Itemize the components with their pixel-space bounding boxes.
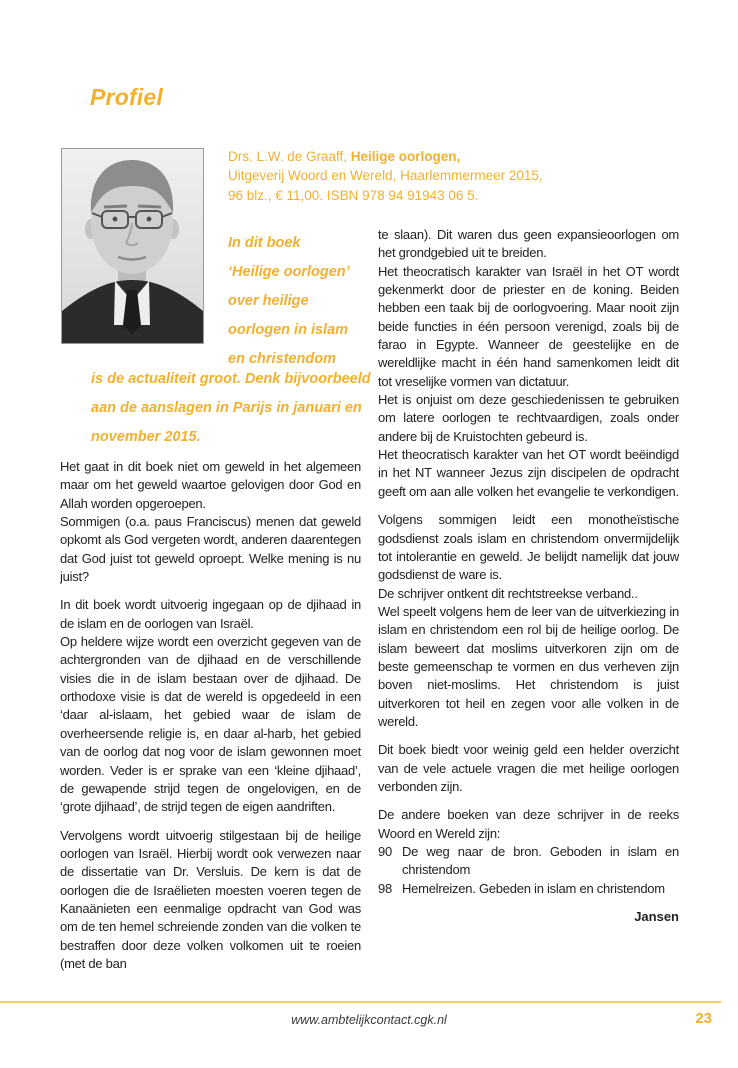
author-signature: Jansen bbox=[634, 909, 679, 925]
book-publisher: Uitgeverij Woord en Wereld, Haarlemmermeer 2015, bbox=[228, 168, 543, 184]
intro-line: november 2015. bbox=[91, 429, 201, 446]
book-list-item bbox=[378, 843, 679, 880]
paragraph: In dit boek wordt uitvoerig ingegaan op de djihaad in de islam en de oorlogen van Israël. bbox=[60, 597, 361, 631]
paragraph: Het theocratisch karakter van Israël in het OT wordt gekenmerkt door de priester en de koning. Beiden hebben een taak bij de oorlogvoering. Maar nooit zijn beide functies in één persoon verenigd, zoals bij de farao in Egypte. Wanneer de geestelijke en de wereldlijke macht in één hand samenkomen leidt dit tot vreselijke vormen van dictatuur. bbox=[378, 263, 679, 389]
body-column-left bbox=[60, 458, 361, 998]
footer-url: www.ambtelijkcontact.cgk.nl bbox=[291, 1013, 447, 1027]
paragraph-block bbox=[378, 226, 679, 501]
paragraph-block bbox=[60, 596, 361, 816]
paragraph: Wel speelt volgens hem de leer van de uitverkiezing in islam en christendom een rol bij de heilige oorlog. De islam beweert dat moslims uitverkoren zijn om de beste gemeenschap te vormen en dus verheven zijn boven niet-moslims. Het christendom is juist uitverkoren tot heil en zegen voor alle volken in de wereld. bbox=[378, 603, 679, 729]
paragraph: De schrijver ontkent dit rechtstreekse verband.. bbox=[378, 585, 638, 601]
paragraph: Het theocratisch karakter van het OT wordt beëindigd in het NT wanneer Jezus zijn discipelen de opdracht geeft om aan alle volken het evangelie te verkondigen. bbox=[378, 447, 679, 499]
paragraph: Sommigen (o.a. paus Franciscus) menen dat geweld opkomt als God vergeten wordt, anderen daarentegen dat God juist tot geweld oproept. Welke mening is nu juist? bbox=[60, 514, 361, 585]
book-details: 96 blz., € 11,00. ISBN 978 94 91943 06 5. bbox=[228, 187, 479, 203]
book-list-text: Hemelreizen. Gebeden in islam en christendom bbox=[402, 880, 665, 896]
intro-line: oorlogen in islam bbox=[228, 322, 349, 339]
paragraph: Vervolgens wordt uitvoerig stilgestaan bij de heilige oorlogen van Israël. Hierbij wordt ook verwezen naar de dissertatie van Dr. Versluis. De kern is dat de oorlogen die de Israëlieten moesten voeren tegen de Kanaänieten een eenmalige opdracht van God was om de ten hemel schreiende zonden van die volken te bestraffen door deze volken volkomen uit te roeien (met de ban bbox=[60, 827, 361, 971]
intro-line: aan de aanslagen in Parijs in januari en bbox=[91, 400, 362, 417]
eye-left bbox=[113, 217, 118, 222]
paragraph: Op heldere wijze wordt een overzicht gegeven van de achtergronden van de djihaad en de verschillende visies die in de islam bestaan over de djihaad. De orthodoxe visie is dat de wereld is opgedeeld in een ‘daar al-islaam, het gebied waar de islam de overheersende religie is, en daar al-harb, het gebied van de oorlog dat nog voor de islam gewonnen moet worden. Veder is er sprake van een ‘kleine djihaad’, de gewapende strijd tegen de ongelovigen, en de ‘grote djihaad’, de strijd tegen de eigen aandriften. bbox=[60, 634, 361, 815]
intro-line: In dit boek bbox=[228, 235, 301, 251]
intro-line: over heilige bbox=[228, 293, 309, 310]
intro-line: en christendom bbox=[228, 351, 336, 368]
book-list-intro: De andere boeken van deze schrijver in de reeks Woord en Wereld zijn: bbox=[378, 807, 679, 841]
book-title: Heilige oorlogen, bbox=[350, 149, 461, 164]
book-list-text: De weg naar de bron. Geboden in islam en christendom bbox=[402, 844, 679, 878]
book-citation bbox=[228, 147, 678, 205]
paragraph-block bbox=[60, 827, 361, 974]
intro-line: is de actualiteit groot. Denk bijvoorbeeld bbox=[91, 371, 371, 387]
footer-divider bbox=[0, 1001, 721, 1003]
section-heading: Profiel bbox=[90, 84, 163, 110]
paragraph: Dit boek biedt voor weinig geld een helder overzicht van de vele actuele vragen die met heilige oorlogen verbonden zijn. bbox=[378, 742, 679, 794]
intro-line: ‘Heilige oorlogen’ bbox=[228, 264, 350, 281]
eye-right bbox=[147, 217, 152, 222]
book-list-number: 98 bbox=[378, 880, 392, 896]
paragraph: te slaan). Dit waren dus geen expansieoorlogen om het grondgebied uit te breiden. bbox=[378, 227, 679, 261]
body-column-right bbox=[378, 226, 679, 998]
book-list-number: 90 bbox=[378, 844, 392, 859]
intro-blurb-narrow bbox=[228, 229, 388, 374]
book-list-item bbox=[378, 880, 679, 898]
paragraph-block bbox=[60, 458, 361, 586]
page-number: 23 bbox=[695, 1010, 712, 1027]
paragraph: Het gaat in dit boek niet om geweld in het algemeen maar om het geweld waartoe gelovigen door God en Allah worden opgeroepen. bbox=[60, 459, 361, 511]
portrait-photo-image bbox=[62, 149, 203, 343]
book-author: Drs. L.W. de Graaff, bbox=[228, 149, 351, 164]
paragraph-block bbox=[378, 741, 679, 796]
portrait-photo bbox=[61, 148, 204, 344]
paragraph-block bbox=[378, 511, 679, 731]
intro-blurb-wide bbox=[91, 365, 411, 452]
paragraph: Het is onjuist om deze geschiedenissen te gebruiken om latere oorlogen te rechtvaardigen, zoals onder andere bij de Kruistochten gebeurd is. bbox=[378, 392, 679, 444]
book-list bbox=[378, 806, 679, 898]
paragraph: Volgens sommigen leidt een monotheïstische godsdienst zoals islam en christendom onvermijdelijk tot intolerantie en geweld. Je belijdt namelijk dat jouw godsdienst de ware is. bbox=[378, 512, 679, 583]
